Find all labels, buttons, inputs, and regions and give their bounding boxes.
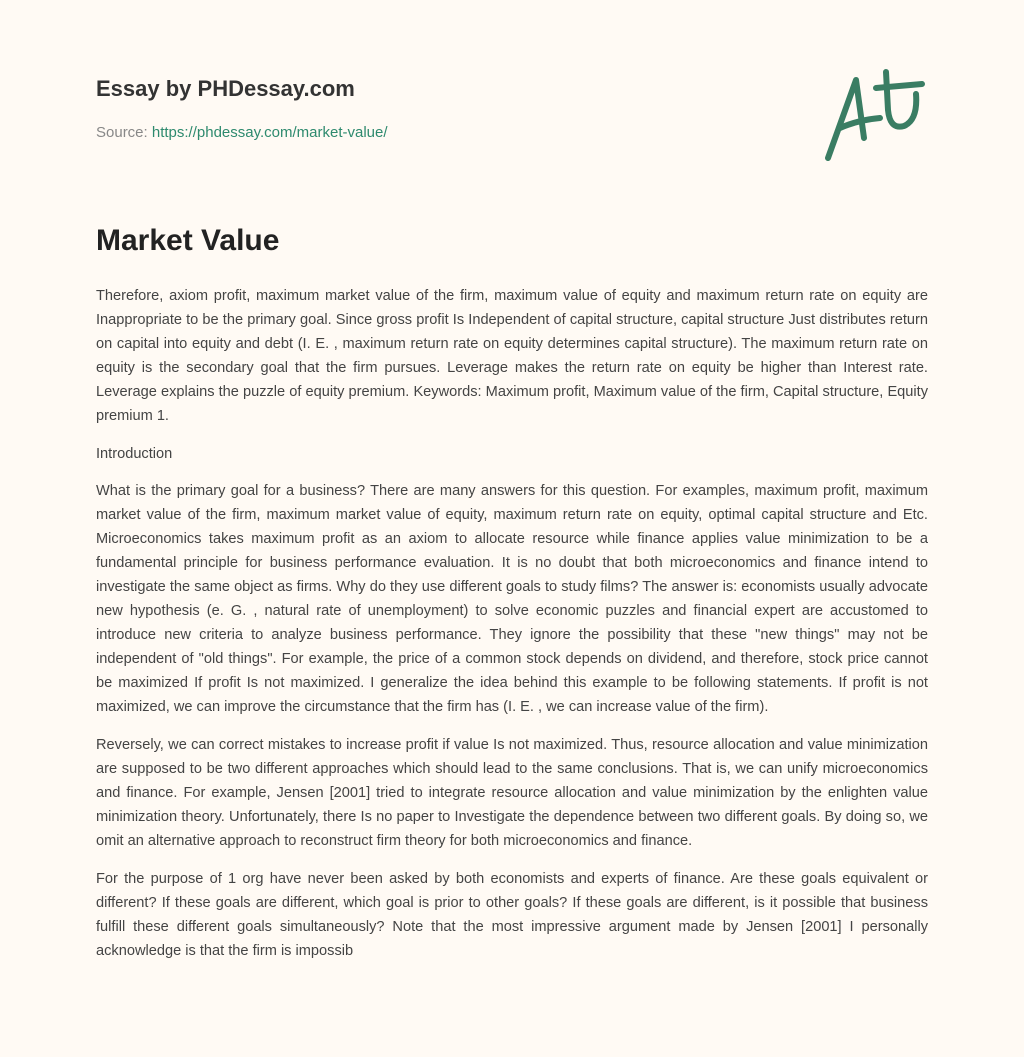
section-heading-introduction: Introduction xyxy=(96,446,173,462)
paragraph: For the purpose of 1 org have never been asked by both economists and experts of finance. Are these goals equivalent or different? If these goals are different, which goal is prior to other goals? If these goals are different, is it possible that business fulfill these different goals simultaneously? Note that the most impressive argument made by Jensen [2001] I personally acknowledge is that the firm is impossib xyxy=(96,871,928,959)
a-plus-logo-icon xyxy=(818,68,928,164)
source-link[interactable]: https://phdessay.com/market-value/ xyxy=(151,124,388,141)
paragraph: Therefore, axiom profit, maximum market value of the firm, maximum value of equity and maximum return rate on equity are Inappropriate to be the primary goal. Since gross profit Is Independent of capital structure, capital structure Just distributes return on capital into equity and debt (I. E. , maximum return rate on equity determines capital structure). The maximum return rate on equity is the secondary goal that the firm pursues. Leverage makes the return rate on equity be higher than Interest rate. Leverage explains the puzzle of equity premium. Keywords: Maximum profit, Maximum value of the firm, Capital structure, Equity premium 1. xyxy=(96,288,928,424)
essay-title: Market Value xyxy=(96,224,280,257)
site-title: Essay by PHDessay.com xyxy=(96,76,355,101)
source-line xyxy=(96,124,388,141)
paragraph: What is the primary goal for a business? There are many answers for this question. For examples, maximum profit, maximum market value of the firm, maximum market value of equity, maximum return rate on equity, optimal capital structure and Etc. Microeconomics takes maximum profit as an axiom to allocate resource while finance applies value minimization to be a fundamental principle for business performance evaluation. It is no doubt that both microeconomics and finance intend to investigate the same object as firms. Why do they use different goals to study films? The answer is: economists usually advocate new hypothesis (e. G. , natural rate of unemployment) to solve economic puzzles and financial expert are accustomed to introduce new criteria to analyze business performance. They ignore the possibility that these "new things" may not be independent of "old things". For example, the price of a common stock depends on dividend, and therefore, stock price cannot be maximized If profit Is not maximized. I generalize the idea behind this example to be following statements. If profit is not maximized, we can improve the circumstance that the firm has (I. E. , we can increase value of the firm). xyxy=(96,483,928,715)
essay-body xyxy=(96,284,928,977)
page-header xyxy=(0,0,1024,200)
paragraph: Reversely, we can correct mistakes to increase profit if value Is not maximized. Thus, resource allocation and value minimization are supposed to be two different approaches which should lead to the same conclusions. That is, we can unify microeconomics and finance. For example, Jensen [2001] tried to integrate resource allocation and value minimization by the enlighten value minimization theory. Unfortunately, there Is no paper to Investigate the dependence between two different goals. By doing so, we omit an alternative approach to reconstruct firm theory for both microeconomics and finance. xyxy=(96,737,928,849)
source-label: Source: xyxy=(96,124,148,141)
